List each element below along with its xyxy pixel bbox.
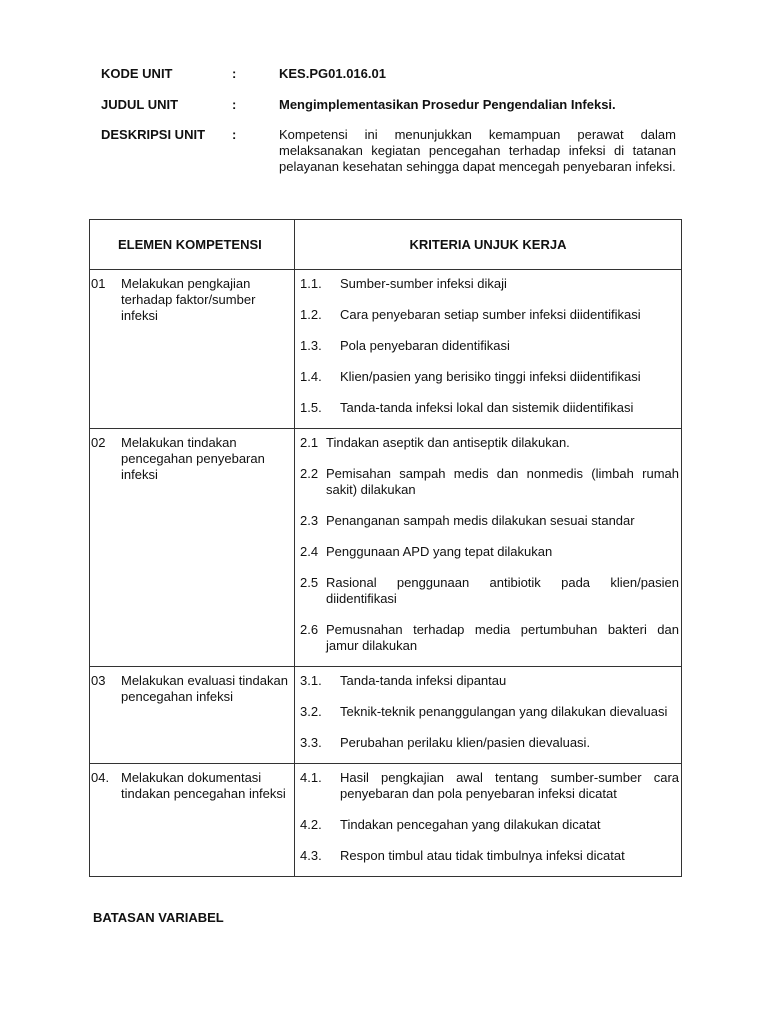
list-item xyxy=(300,338,681,354)
kriteria-cell xyxy=(295,667,682,764)
elemen-cell xyxy=(90,764,295,877)
kriteria-number: 2.4 xyxy=(300,544,319,559)
list-item xyxy=(300,622,681,654)
kriteria-cell xyxy=(295,764,682,877)
header-kriteria-unjuk-kerja: KRITERIA UNJUK KERJA xyxy=(295,220,682,270)
kriteria-text: Cara penyebaran setiap sumber infeksi diidentifikasi xyxy=(340,307,641,322)
kode-unit-value: KES.PG01.016.01 xyxy=(279,66,386,81)
list-item xyxy=(300,466,681,498)
list-item xyxy=(300,735,681,751)
kriteria-text: Respon timbul atau tidak timbulnya infeksi dicatat xyxy=(340,848,625,863)
judul-unit-label: JUDUL UNIT xyxy=(101,97,179,112)
list-item xyxy=(300,544,681,560)
header-elemen-kompetensi: ELEMEN KOMPETENSI xyxy=(90,220,295,270)
judul-unit-value: Mengimplementasikan Prosedur Pengendalian Infeksi. xyxy=(279,97,616,112)
list-item xyxy=(300,513,681,529)
elemen-text: Melakukan pengkajian terhadap faktor/sumber infeksi xyxy=(121,276,256,323)
deskripsi-unit-colon: : xyxy=(232,127,237,142)
kode-unit-label: KODE UNIT xyxy=(101,66,173,81)
kriteria-text: Pemisahan sampah medis dan nonmedis (limbah rumah sakit) dilakukan xyxy=(326,466,679,497)
list-item xyxy=(300,307,681,323)
kriteria-text: Tanda-tanda infeksi dipantau xyxy=(340,673,507,688)
deskripsi-unit-label: DESKRIPSI UNIT xyxy=(101,127,206,142)
elemen-number: 04. xyxy=(91,770,110,785)
kriteria-text: Penanganan sampah medis dilakukan sesuai standar xyxy=(326,513,635,528)
kriteria-number: 3.2. xyxy=(300,704,322,719)
kriteria-cell xyxy=(295,429,682,667)
kriteria-number: 3.3. xyxy=(300,735,322,750)
kriteria-number: 1.3. xyxy=(300,338,322,353)
kriteria-number: 2.6 xyxy=(300,622,319,637)
kriteria-text: Penggunaan APD yang tepat dilakukan xyxy=(326,544,553,559)
list-item xyxy=(300,770,681,802)
table-row xyxy=(90,429,682,667)
list-item xyxy=(300,369,681,385)
list-item xyxy=(300,704,681,720)
kode-unit-colon: : xyxy=(232,66,237,81)
elemen-number: 02 xyxy=(91,435,106,450)
table-row xyxy=(90,667,682,764)
kriteria-text: Sumber-sumber infeksi dikaji xyxy=(340,276,507,291)
elemen-cell xyxy=(90,429,295,667)
competency-table xyxy=(89,219,682,877)
kriteria-text: Pemusnahan terhadap media pertumbuhan bakteri dan jamur dilakukan xyxy=(326,622,679,653)
kriteria-number: 1.4. xyxy=(300,369,322,384)
kriteria-number: 2.3 xyxy=(300,513,319,528)
kriteria-number: 2.5 xyxy=(300,575,319,590)
elemen-text: Melakukan evaluasi tindakan pencegahan infeksi xyxy=(121,673,288,704)
elemen-cell xyxy=(90,270,295,429)
table-header-row xyxy=(90,220,682,270)
kriteria-number: 2.2 xyxy=(300,466,319,481)
list-item xyxy=(300,817,681,833)
kriteria-text: Tanda-tanda infeksi lokal dan sistemik diidentifikasi xyxy=(340,400,634,415)
list-item xyxy=(300,276,681,292)
kriteria-number: 4.2. xyxy=(300,817,322,832)
list-item xyxy=(300,435,681,451)
section-title-batasan-variabel: BATASAN VARIABEL xyxy=(93,910,224,925)
kriteria-text: Pola penyebaran didentifikasi xyxy=(340,338,510,353)
elemen-cell xyxy=(90,667,295,764)
table-row xyxy=(90,270,682,429)
kriteria-text: Klien/pasien yang berisiko tinggi infeksi diidentifikasi xyxy=(340,369,641,384)
kriteria-number: 3.1. xyxy=(300,673,322,688)
elemen-text: Melakukan tindakan pencegahan penyebaran infeksi xyxy=(121,435,265,482)
list-item xyxy=(300,848,681,864)
list-item xyxy=(300,400,681,416)
kriteria-text: Rasional penggunaan antibiotik pada klien/pasien diidentifikasi xyxy=(326,575,679,606)
elemen-number: 01 xyxy=(91,276,106,291)
kriteria-number: 4.1. xyxy=(300,770,322,785)
kriteria-number: 2.1 xyxy=(300,435,319,450)
deskripsi-unit-value: Kompetensi ini menunjukkan kemampuan perawat dalam melaksanakan kegiatan pencegahan terhadap infeksi di tatanan pelayanan kesehatan sehingga dapat mencegah penyebaran infeksi. xyxy=(279,127,676,174)
kriteria-text: Perubahan perilaku klien/pasien dievaluasi. xyxy=(340,735,591,750)
list-item xyxy=(300,575,681,607)
elemen-number: 03 xyxy=(91,673,106,688)
kriteria-number: 4.3. xyxy=(300,848,322,863)
kriteria-text: Hasil pengkajian awal tentang sumber-sumber cara penyebaran dan pola penyebaran infeksi dicatat xyxy=(340,770,679,801)
kriteria-text: Teknik-teknik penanggulangan yang dilakukan dievaluasi xyxy=(340,704,668,719)
kriteria-cell xyxy=(295,270,682,429)
judul-unit-colon: : xyxy=(232,97,237,112)
kriteria-number: 1.1. xyxy=(300,276,322,291)
elemen-text: Melakukan dokumentasi tindakan pencegahan infeksi xyxy=(121,770,286,801)
list-item xyxy=(300,673,681,689)
table-row xyxy=(90,764,682,877)
kriteria-text: Tindakan aseptik dan antiseptik dilakukan. xyxy=(326,435,570,450)
kriteria-number: 1.5. xyxy=(300,400,322,415)
kriteria-text: Tindakan pencegahan yang dilakukan dicatat xyxy=(340,817,601,832)
kriteria-number: 1.2. xyxy=(300,307,322,322)
